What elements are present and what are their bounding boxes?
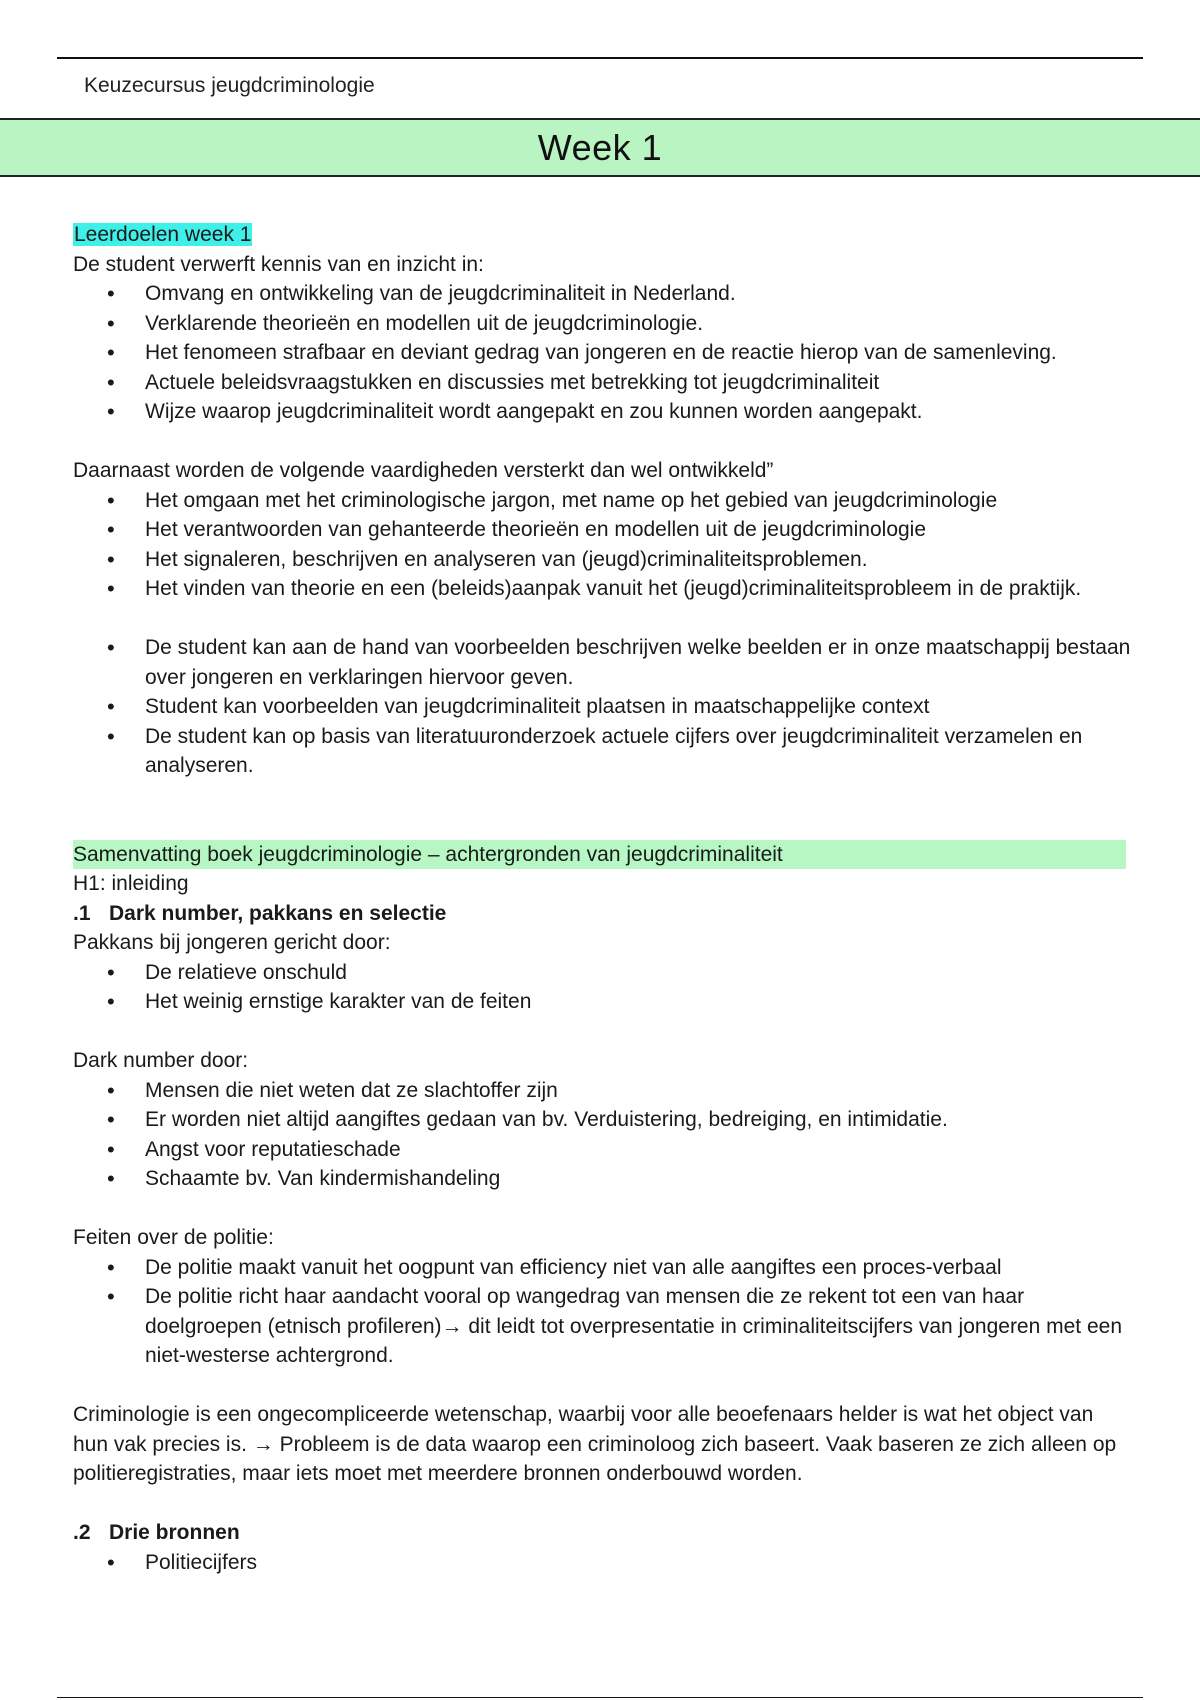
list-item: • Het weinig ernstige karakter van de feiten (73, 987, 1133, 1017)
leerdoelen-list (73, 279, 1133, 427)
list-item: • Actuele beleidsvraagstukken en discussies met betrekking tot jeugdcriminaliteit (73, 368, 1133, 398)
outcomes-list (73, 633, 1133, 781)
skills-list (73, 486, 1133, 604)
list-item: • Angst voor reputatieschade (73, 1135, 1133, 1165)
list-item: • De politie maakt vanuit het oogpunt van efficiency niet van alle aangiftes een proces-verbaal (73, 1253, 1133, 1283)
list-item: • Het verantwoorden van gehanteerde theorieën en modellen uit de jeugdcriminologie (73, 515, 1133, 545)
list-item: • De relatieve onschuld (73, 958, 1133, 988)
samenvatting-heading: Samenvatting boek jeugdcriminologie – achtergronden van jeugdcriminaliteit (73, 840, 1133, 870)
week-banner (0, 118, 1200, 177)
list-item: • Verklarende theorieën en modellen uit de jeugdcriminologie. (73, 309, 1133, 339)
list-item: • De student kan aan de hand van voorbeelden beschrijven welke beelden er in onze maatschappij bestaan over jongeren en verklaringen hiervoor geven. (73, 633, 1133, 692)
list-item: • Het fenomeen strafbaar en deviant gedrag van jongeren en de reactie hierop van de samenleving. (73, 338, 1133, 368)
list-item: • Het vinden van theorie en een (beleids)aanpak vanuit het (jeugd)criminaliteitsprobleem in de praktijk. (73, 574, 1133, 604)
section-heading-2: .2 Drie bronnen (73, 1521, 240, 1544)
dark-number-list (73, 1076, 1133, 1194)
week-title: Week 1 (537, 126, 663, 168)
list-item: • Schaamte bv. Van kindermishandeling (73, 1164, 1133, 1194)
section-heading-1: .1 Dark number, pakkans en selectie (73, 901, 447, 925)
politie-list (73, 1253, 1133, 1371)
pakkans-intro: Pakkans bij jongeren gericht door: (73, 931, 391, 954)
list-item: • Er worden niet altijd aangiftes gedaan van bv. Verduistering, bedreiging, en intimidatie. (73, 1105, 1133, 1135)
bronnen-list (73, 1548, 1133, 1578)
list-item: • Wijze waarop jeugdcriminaliteit wordt aangepakt en zou kunnen worden aangepakt. (73, 397, 1133, 427)
list-item: • De student kan op basis van literatuuronderzoek actuele cijfers over jeugdcriminaliteit verzamelen en analyseren. (73, 722, 1133, 781)
leerdoelen-intro: De student verwerft kennis van en inzicht in: (73, 252, 484, 276)
criminologie-paragraph: Criminologie is een ongecompliceerde wetenschap, waarbij voor alle beoefenaars helder is wat het object van hun vak precies is. → Probleem is de data waarop een criminoloog zich baseert. Vaak baseren ze zich alleen op politieregistraties, maar iets moet met meerdere bronnen onderbouwd worden. (73, 1403, 1117, 1485)
leerdoelen-heading: Leerdoelen week 1 (74, 223, 252, 246)
list-item: • Student kan voorbeelden van jeugdcriminaliteit plaatsen in maatschappelijke context (73, 692, 1133, 722)
list-item: • Het signaleren, beschrijven en analyseren van (jeugd)criminaliteitsproblemen. (73, 545, 1133, 575)
document-body (73, 220, 1133, 1577)
list-item: • Politiecijfers (73, 1548, 1133, 1578)
pakkans-list (73, 958, 1133, 1017)
chapter-heading: H1: inleiding (73, 872, 189, 895)
politie-intro: Feiten over de politie: (73, 1226, 274, 1249)
footer-rule (57, 1697, 1143, 1698)
list-item: • Omvang en ontwikkeling van de jeugdcriminaliteit in Nederland. (73, 279, 1133, 309)
list-item: • Mensen die niet weten dat ze slachtoffer zijn (73, 1076, 1133, 1106)
header-rule (57, 57, 1143, 59)
skills-intro: Daarnaast worden de volgende vaardigheden versterkt dan wel ontwikkeld” (73, 459, 774, 482)
dark-number-intro: Dark number door: (73, 1049, 249, 1072)
list-item: • De politie richt haar aandacht vooral op wangedrag van mensen die ze rekent tot een van haar doelgroepen (etnisch profileren)→ dit leidt tot overpresentatie in criminaliteitscijfers van jongeren met een niet-westerse achtergrond. (73, 1282, 1133, 1371)
document-header: Keuzecursus jeugdcriminologie (84, 74, 375, 97)
list-item: • Het omgaan met het criminologische jargon, met name op het gebied van jeugdcriminologie (73, 486, 1133, 516)
